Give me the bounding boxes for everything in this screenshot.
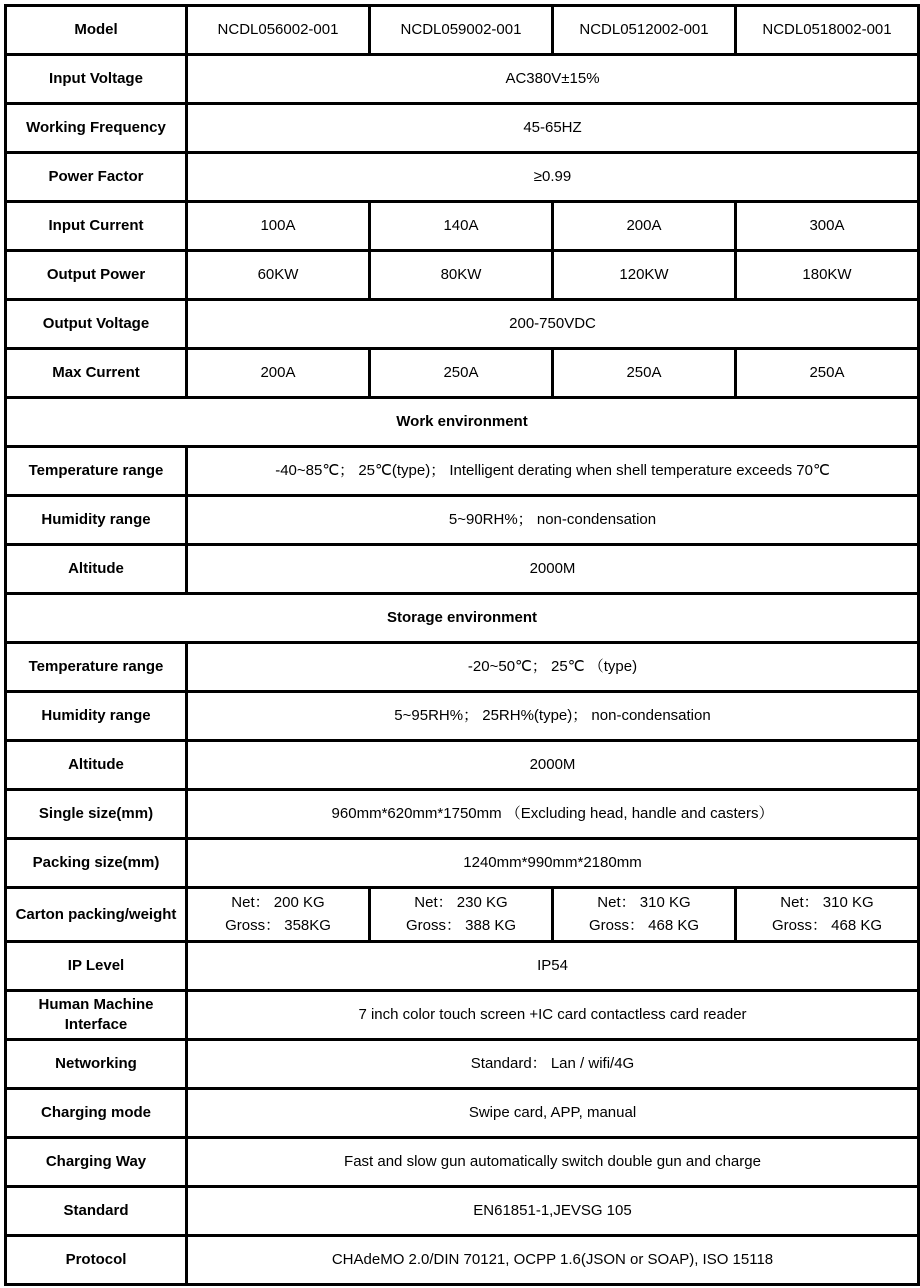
table-row-human-machine-interface xyxy=(6,990,919,1039)
row-label: Power Factor xyxy=(6,153,187,202)
cell-value: 200A xyxy=(553,202,736,251)
row-value: AC380V±15% xyxy=(187,55,919,104)
net-weight: Net： 310 KG xyxy=(780,894,874,911)
spec-table xyxy=(4,4,920,1286)
row-label: Altitude xyxy=(6,545,187,594)
table-row-storage-altitude xyxy=(6,741,919,790)
table-row-protocol xyxy=(6,1235,919,1284)
row-value: -40~85℃； 25℃(type)； Intelligent derating when shell temperature exceeds 70℃ xyxy=(187,447,919,496)
row-label: Humidity range xyxy=(6,496,187,545)
row-label: Output Power xyxy=(6,251,187,300)
row-label: Protocol xyxy=(6,1235,187,1284)
row-label: Max Current xyxy=(6,349,187,398)
table-row-networking xyxy=(6,1039,919,1088)
table-row-ip-level xyxy=(6,941,919,990)
row-value: Fast and slow gun automatically switch double gun and charge xyxy=(187,1137,919,1186)
section-header: Work environment xyxy=(6,398,919,447)
section-header: Storage environment xyxy=(6,594,919,643)
cell-value: 250A xyxy=(370,349,553,398)
table-row-output-voltage xyxy=(6,300,919,349)
table-row-model xyxy=(6,6,919,55)
table-row-packing-size xyxy=(6,839,919,888)
table-row-work-humidity-range xyxy=(6,496,919,545)
row-value: IP54 xyxy=(187,941,919,990)
row-label: Packing size(mm) xyxy=(6,839,187,888)
row-value: 45-65HZ xyxy=(187,104,919,153)
row-label: Temperature range xyxy=(6,447,187,496)
cell-value: 80KW xyxy=(370,251,553,300)
cell-value: 100A xyxy=(187,202,370,251)
table-row-charging-way xyxy=(6,1137,919,1186)
table-row-charging-mode xyxy=(6,1088,919,1137)
row-label: IP Level xyxy=(6,941,187,990)
row-value: CHAdeMO 2.0/DIN 70121, OCPP 1.6(JSON or SOAP), ISO 15118 xyxy=(187,1235,919,1284)
row-label: Temperature range xyxy=(6,643,187,692)
table-row-storage-humidity-range xyxy=(6,692,919,741)
model-cell: NCDL0518002-001 xyxy=(736,6,919,55)
cell-value: 250A xyxy=(736,349,919,398)
section-row-storage-environment xyxy=(6,594,919,643)
table-row-max-current xyxy=(6,349,919,398)
row-label: Input Current xyxy=(6,202,187,251)
model-cell: NCDL059002-001 xyxy=(370,6,553,55)
row-label: Output Voltage xyxy=(6,300,187,349)
cell-value: 60KW xyxy=(187,251,370,300)
row-value: 2000M xyxy=(187,545,919,594)
cell-value: 300A xyxy=(736,202,919,251)
table-row-working-frequency xyxy=(6,104,919,153)
gross-weight: Gross： 468 KG xyxy=(588,917,700,935)
gross-weight: Gross： 388 KG xyxy=(405,917,517,935)
table-row-output-power xyxy=(6,251,919,300)
cell-value: 140A xyxy=(370,202,553,251)
row-value: 200-750VDC xyxy=(187,300,919,349)
row-label: Human Machine Interface xyxy=(6,990,187,1039)
row-value: 7 inch color touch screen +IC card contactless card reader xyxy=(187,990,919,1039)
table-row-single-size xyxy=(6,790,919,839)
row-label: Charging Way xyxy=(6,1137,187,1186)
model-cell: NCDL0512002-001 xyxy=(553,6,736,55)
row-label: Input Voltage xyxy=(6,55,187,104)
row-label: Altitude xyxy=(6,741,187,790)
table-row-carton-packing-weight xyxy=(6,888,919,942)
row-value: 5~90RH%； non-condensation xyxy=(187,496,919,545)
row-value: 1240mm*990mm*2180mm xyxy=(187,839,919,888)
net-weight: Net： 230 KG xyxy=(414,894,508,911)
row-label: Single size(mm) xyxy=(6,790,187,839)
table-row-standard xyxy=(6,1186,919,1235)
row-label: Working Frequency xyxy=(6,104,187,153)
row-value: EN61851-1,JEVSG 105 xyxy=(187,1186,919,1235)
carton-cell xyxy=(370,888,553,942)
carton-cell xyxy=(187,888,370,942)
gross-weight: Gross： 358KG xyxy=(225,917,331,935)
gross-weight: Gross： 468 KG xyxy=(771,917,883,935)
model-cell: NCDL056002-001 xyxy=(187,6,370,55)
row-value: -20~50℃； 25℃ （type) xyxy=(187,643,919,692)
cell-value: 250A xyxy=(553,349,736,398)
row-value: Swipe card, APP, manual xyxy=(187,1088,919,1137)
row-label: Humidity range xyxy=(6,692,187,741)
row-label: Networking xyxy=(6,1039,187,1088)
row-label: Model xyxy=(6,6,187,55)
row-value: 960mm*620mm*1750mm （Excluding head, handle and casters） xyxy=(187,790,919,839)
net-weight: Net： 200 KG xyxy=(231,894,325,911)
table-row-storage-temperature-range xyxy=(6,643,919,692)
table-row-work-altitude xyxy=(6,545,919,594)
row-label: Standard xyxy=(6,1186,187,1235)
row-label: Charging mode xyxy=(6,1088,187,1137)
row-value: Standard： Lan / wifi/4G xyxy=(187,1039,919,1088)
table-row-input-current xyxy=(6,202,919,251)
cell-value: 180KW xyxy=(736,251,919,300)
row-value: 5~95RH%； 25RH%(type)； non-condensation xyxy=(187,692,919,741)
row-value: 2000M xyxy=(187,741,919,790)
table-row-input-voltage xyxy=(6,55,919,104)
cell-value: 200A xyxy=(187,349,370,398)
carton-cell xyxy=(736,888,919,942)
section-row-work-environment xyxy=(6,398,919,447)
carton-cell xyxy=(553,888,736,942)
row-value: ≥0.99 xyxy=(187,153,919,202)
table-row-work-temperature-range xyxy=(6,447,919,496)
net-weight: Net： 310 KG xyxy=(597,894,691,911)
row-label: Carton packing/weight xyxy=(6,888,187,942)
cell-value: 120KW xyxy=(553,251,736,300)
table-row-power-factor xyxy=(6,153,919,202)
